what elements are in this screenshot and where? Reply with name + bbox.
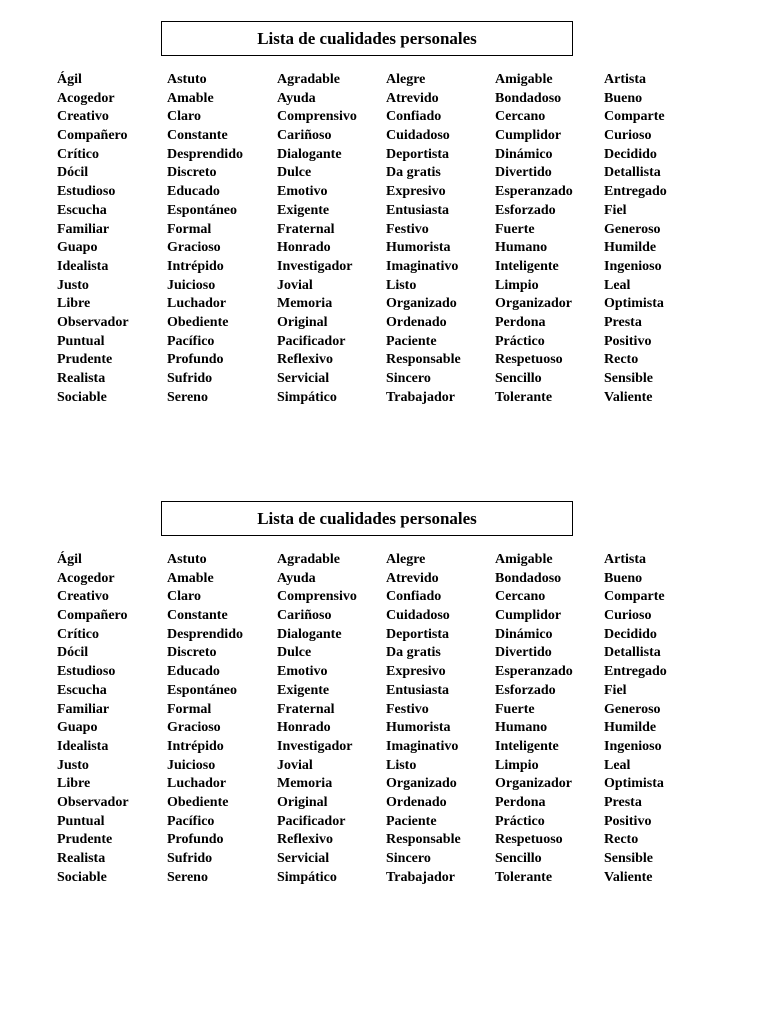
qualities-column-2 [167, 71, 243, 407]
quality-word: Limpio [495, 277, 539, 293]
quality-word: Servicial [277, 371, 330, 386]
quality-word: Memoria [277, 776, 333, 792]
quality-word: Comprensivo [277, 589, 357, 605]
quality-word: Educado [167, 184, 220, 200]
quality-word: Educado [167, 664, 220, 680]
quality-word: Obediente [167, 314, 229, 330]
quality-word: Discreto [167, 645, 217, 661]
quality-word: Sociable [57, 389, 107, 405]
quality-word: Original [277, 314, 328, 330]
quality-word: Agradable [277, 72, 340, 87]
quality-word: Expresivo [386, 184, 446, 200]
quality-word: Ágil [57, 552, 82, 567]
quality-word: Desprendido [167, 626, 243, 642]
quality-word: Fiel [604, 682, 627, 698]
quality-word: Puntual [57, 333, 105, 349]
quality-word: Cercano [495, 109, 546, 125]
quality-word: Humilde [604, 720, 657, 736]
quality-word: Bueno [604, 90, 643, 106]
quality-word: Servicial [277, 851, 330, 866]
quality-word: Pacífico [167, 333, 215, 349]
quality-word: Acogedor [57, 570, 115, 586]
quality-word: Tolerante [495, 389, 553, 405]
quality-word: Positivo [604, 813, 652, 829]
quality-word: Positivo [604, 333, 652, 349]
quality-word: Justo [57, 277, 89, 293]
quality-word: Creativo [57, 109, 109, 125]
quality-word: Fuerte [495, 221, 535, 237]
qualities-column-4 [386, 71, 461, 407]
quality-word: Sociable [57, 869, 107, 885]
quality-word: Investigador [277, 738, 353, 754]
quality-word: Memoria [277, 296, 333, 312]
quality-word: Amigable [495, 552, 553, 567]
quality-word: Da gratis [386, 165, 441, 181]
quality-word: Gracioso [167, 720, 221, 736]
quality-word: Inteligente [495, 738, 559, 754]
quality-word: Cariñoso [277, 608, 332, 624]
quality-word: Juicioso [167, 277, 216, 293]
quality-word: Confiado [386, 589, 442, 605]
quality-word: Jovial [277, 757, 313, 773]
quality-word: Optimista [604, 776, 664, 792]
quality-word: Atrevido [386, 570, 439, 586]
qualities-column-5 [495, 71, 573, 407]
quality-word: Decidido [604, 626, 657, 642]
quality-word: Organizado [386, 776, 457, 792]
quality-word: Compañero [57, 608, 128, 624]
quality-word: Curioso [604, 608, 652, 624]
quality-word: Comparte [604, 589, 665, 605]
quality-word: Libre [57, 296, 91, 312]
quality-word: Emotivo [277, 664, 328, 680]
quality-word: Limpio [495, 757, 539, 773]
quality-word: Artista [604, 72, 646, 87]
quality-word: Trabajador [386, 389, 455, 405]
qualities-column-5 [495, 551, 573, 887]
quality-word: Sensible [604, 371, 654, 386]
quality-word: Estudioso [57, 664, 116, 680]
quality-word: Constante [167, 128, 228, 144]
quality-word: Da gratis [386, 645, 441, 661]
quality-word: Recto [604, 352, 639, 368]
quality-word: Listo [386, 277, 417, 293]
quality-word: Realista [57, 851, 106, 866]
quality-word: Festivo [386, 221, 429, 237]
quality-word: Fraternal [277, 221, 335, 237]
quality-word: Intrépido [167, 738, 224, 754]
quality-word: Sincero [386, 371, 431, 386]
quality-word: Estudioso [57, 184, 116, 200]
quality-word: Responsable [386, 832, 461, 848]
quality-word: Comprensivo [277, 109, 357, 125]
quality-word: Observador [57, 794, 129, 810]
quality-word: Cumplidor [495, 608, 562, 624]
quality-word: Acogedor [57, 90, 115, 106]
quality-word: Amigable [495, 72, 553, 87]
quality-word: Práctico [495, 813, 545, 829]
quality-word: Inteligente [495, 258, 559, 274]
quality-word: Escucha [57, 202, 107, 218]
list-title: Lista de cualidades personales [161, 501, 573, 536]
quality-word: Imaginativo [386, 258, 459, 274]
quality-word: Alegre [386, 72, 426, 87]
quality-word: Expresivo [386, 664, 446, 680]
qualities-column-1 [57, 71, 129, 407]
quality-word: Realista [57, 371, 106, 386]
quality-word: Fuerte [495, 701, 535, 717]
quality-word: Deportista [386, 146, 449, 162]
quality-word: Familiar [57, 221, 110, 237]
quality-word: Atrevido [386, 90, 439, 106]
quality-word: Sensible [604, 851, 654, 866]
quality-word: Sencillo [495, 851, 542, 866]
quality-word: Esforzado [495, 682, 556, 698]
quality-word: Confiado [386, 109, 442, 125]
quality-word: Valiente [604, 389, 653, 405]
quality-word: Organizador [495, 296, 572, 312]
quality-word: Sufrido [167, 851, 213, 866]
quality-word: Leal [604, 277, 631, 293]
quality-word: Constante [167, 608, 228, 624]
quality-word: Humorista [386, 240, 451, 256]
quality-word: Claro [167, 589, 201, 605]
quality-word: Artista [604, 552, 646, 567]
quality-word: Alegre [386, 552, 426, 567]
quality-word: Generoso [604, 701, 661, 717]
quality-word: Divertido [495, 645, 552, 661]
quality-word: Amable [167, 90, 214, 106]
quality-word: Esperanzado [495, 664, 573, 680]
quality-word: Dinámico [495, 146, 553, 162]
quality-word: Dinámico [495, 626, 553, 642]
quality-word: Investigador [277, 258, 353, 274]
quality-word: Comparte [604, 109, 665, 125]
quality-word: Observador [57, 314, 129, 330]
quality-word: Perdona [495, 794, 546, 810]
quality-word: Esforzado [495, 202, 556, 218]
quality-word: Fiel [604, 202, 627, 218]
quality-word: Claro [167, 109, 201, 125]
quality-word: Dialogante [277, 146, 342, 162]
quality-word: Humilde [604, 240, 657, 256]
quality-word: Bondadoso [495, 90, 562, 106]
quality-word: Recto [604, 832, 639, 848]
quality-word: Entusiasta [386, 682, 450, 698]
qualities-column-6 [604, 71, 667, 407]
quality-word: Emotivo [277, 184, 328, 200]
quality-word: Pacificador [277, 813, 346, 829]
quality-word: Profundo [167, 832, 224, 848]
quality-word: Generoso [604, 221, 661, 237]
quality-word: Sencillo [495, 371, 542, 386]
quality-word: Astuto [167, 552, 207, 567]
quality-word: Listo [386, 757, 417, 773]
quality-word: Formal [167, 701, 212, 717]
quality-word: Dócil [57, 645, 89, 661]
quality-word: Honrado [277, 720, 331, 736]
qualities-column-2 [167, 551, 243, 887]
quality-word: Profundo [167, 352, 224, 368]
quality-word: Cercano [495, 589, 546, 605]
quality-word: Perdona [495, 314, 546, 330]
quality-word: Amable [167, 570, 214, 586]
quality-word: Pacificador [277, 333, 346, 349]
quality-word: Jovial [277, 277, 313, 293]
quality-word: Entregado [604, 664, 667, 680]
quality-word: Dócil [57, 165, 89, 181]
quality-word: Bueno [604, 570, 643, 586]
quality-word: Creativo [57, 589, 109, 605]
quality-word: Humano [495, 240, 548, 256]
quality-word: Libre [57, 776, 91, 792]
qualities-column-3 [277, 71, 357, 407]
quality-word: Esperanzado [495, 184, 573, 200]
quality-word: Escucha [57, 682, 107, 698]
quality-word: Sereno [167, 869, 208, 885]
quality-word: Discreto [167, 165, 217, 181]
quality-word: Dialogante [277, 626, 342, 642]
quality-word: Trabajador [386, 869, 455, 885]
quality-word: Tolerante [495, 869, 553, 885]
quality-word: Original [277, 794, 328, 810]
quality-word: Humano [495, 720, 548, 736]
quality-word: Crítico [57, 626, 99, 642]
quality-word: Paciente [386, 813, 437, 829]
quality-word: Crítico [57, 146, 99, 162]
quality-word: Idealista [57, 738, 109, 754]
quality-word: Sufrido [167, 371, 213, 386]
quality-word: Entregado [604, 184, 667, 200]
quality-word: Exigente [277, 202, 330, 218]
qualities-column-4 [386, 551, 461, 887]
quality-word: Obediente [167, 794, 229, 810]
quality-word: Presta [604, 314, 642, 330]
quality-word: Responsable [386, 352, 461, 368]
quality-word: Exigente [277, 682, 330, 698]
quality-word: Ordenado [386, 794, 447, 810]
quality-word: Intrépido [167, 258, 224, 274]
quality-word: Sincero [386, 851, 431, 866]
quality-word: Luchador [167, 296, 227, 312]
quality-word: Dulce [277, 165, 312, 181]
quality-word: Simpático [277, 389, 337, 405]
quality-word: Respetuoso [495, 832, 563, 848]
quality-word: Optimista [604, 296, 664, 312]
qualities-column-1 [57, 551, 129, 887]
quality-word: Prudente [57, 352, 113, 368]
list-title: Lista de cualidades personales [161, 21, 573, 56]
quality-word: Respetuoso [495, 352, 563, 368]
quality-word: Detallista [604, 645, 661, 661]
quality-word: Detallista [604, 165, 661, 181]
quality-word: Cariñoso [277, 128, 332, 144]
quality-word: Festivo [386, 701, 429, 717]
quality-word: Divertido [495, 165, 552, 181]
quality-word: Presta [604, 794, 642, 810]
quality-word: Familiar [57, 701, 110, 717]
quality-word: Ordenado [386, 314, 447, 330]
quality-word: Espontáneo [167, 202, 238, 218]
quality-word: Ayuda [277, 570, 316, 586]
quality-word: Leal [604, 757, 631, 773]
quality-word: Cumplidor [495, 128, 562, 144]
quality-word: Organizador [495, 776, 572, 792]
quality-word: Curioso [604, 128, 652, 144]
quality-word: Práctico [495, 333, 545, 349]
quality-word: Cuidadoso [386, 608, 450, 624]
quality-word: Decidido [604, 146, 657, 162]
quality-word: Fraternal [277, 701, 335, 717]
quality-word: Sereno [167, 389, 208, 405]
quality-word: Organizado [386, 296, 457, 312]
quality-word: Astuto [167, 72, 207, 87]
quality-word: Justo [57, 757, 89, 773]
quality-word: Ágil [57, 72, 82, 87]
quality-word: Guapo [57, 720, 98, 736]
qualities-column-6 [604, 551, 667, 887]
qualities-column-3 [277, 551, 357, 887]
quality-word: Guapo [57, 240, 98, 256]
quality-word: Gracioso [167, 240, 221, 256]
quality-word: Humorista [386, 720, 451, 736]
quality-word: Valiente [604, 869, 653, 885]
quality-word: Idealista [57, 258, 109, 274]
quality-word: Juicioso [167, 757, 216, 773]
quality-word: Cuidadoso [386, 128, 450, 144]
quality-word: Ayuda [277, 90, 316, 106]
quality-word: Imaginativo [386, 738, 459, 754]
quality-word: Formal [167, 221, 212, 237]
quality-word: Compañero [57, 128, 128, 144]
quality-word: Bondadoso [495, 570, 562, 586]
quality-word: Ingenioso [604, 258, 662, 274]
quality-word: Desprendido [167, 146, 243, 162]
quality-word: Luchador [167, 776, 227, 792]
quality-word: Paciente [386, 333, 437, 349]
quality-word: Dulce [277, 645, 312, 661]
quality-word: Pacífico [167, 813, 215, 829]
quality-word: Simpático [277, 869, 337, 885]
quality-word: Agradable [277, 552, 340, 567]
quality-word: Puntual [57, 813, 105, 829]
quality-word: Espontáneo [167, 682, 238, 698]
quality-word: Deportista [386, 626, 449, 642]
quality-word: Prudente [57, 832, 113, 848]
quality-word: Honrado [277, 240, 331, 256]
quality-word: Reflexivo [277, 352, 333, 368]
quality-word: Entusiasta [386, 202, 450, 218]
quality-word: Ingenioso [604, 738, 662, 754]
quality-word: Reflexivo [277, 832, 333, 848]
